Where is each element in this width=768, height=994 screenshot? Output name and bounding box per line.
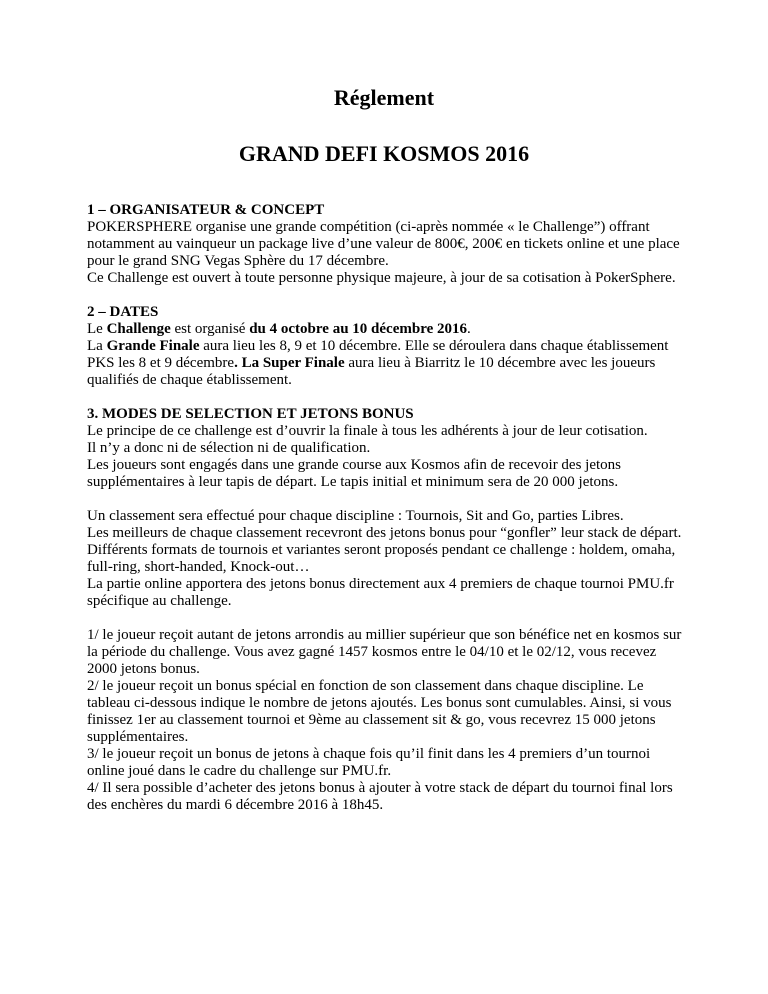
paragraph xyxy=(87,338,687,389)
bold-text: du 4 octobre au 10 décembre 2016 xyxy=(249,321,467,337)
section-heading: 1 – ORGANISATEUR & CONCEPT xyxy=(87,202,325,218)
paragraph: Les meilleurs de chaque classement recevront des jetons bonus pour “gonfler” leur stack de départ. xyxy=(87,525,682,541)
spacer xyxy=(87,491,687,508)
paragraph xyxy=(87,321,687,338)
bold-text: Challenge xyxy=(106,321,171,337)
paragraph: Il n’y a donc ni de sélection ni de qualification. xyxy=(87,440,371,456)
text: La xyxy=(87,338,107,354)
section-modes-selection xyxy=(87,406,687,814)
text: est organisé xyxy=(170,321,250,337)
paragraph: Les joueurs sont engagés dans une grande course aux Kosmos afin de recevoir des jetons supplémentaires à leur tapis de départ. Le tapis initial et minimum sera de 20 000 jetons. xyxy=(87,457,622,490)
paragraph: Le principe de ce challenge est d’ouvrir la finale à tous les adhérents à jour de leur cotisation. xyxy=(87,423,648,439)
rule-item: 3/ le joueur reçoit un bonus de jetons à chaque fois qu’il finit dans les 4 premiers d’un tournoi online joué dans le cadre du challenge sur PMU.fr. xyxy=(87,746,651,779)
paragraph: La partie online apportera des jetons bonus directement aux 4 premiers de chaque tournoi PMU.fr spécifique au challenge. xyxy=(87,576,674,609)
paragraph: POKERSPHERE organise une grande compétition (ci-après nommée « le Challenge”) offrant notamment au vainqueur un package live d’une valeur de 800€, 200€ en tickets online et une place pour le grand SNG Vegas Sphère du 17 décembre. xyxy=(87,219,680,269)
bold-text: . La Super Finale xyxy=(234,355,345,371)
bold-text: Grande Finale xyxy=(106,338,200,354)
document-subtitle: GRAND DEFI KOSMOS 2016 xyxy=(238,141,530,166)
rule-item: 4/ Il sera possible d’acheter des jetons bonus à ajouter à votre stack de départ du tournoi final lors des enchères du mardi 6 décembre 2016 à 18h45. xyxy=(87,780,673,813)
document-body xyxy=(87,202,687,831)
document-title: Réglement xyxy=(333,85,435,110)
section-organisateur xyxy=(87,202,687,287)
text: . xyxy=(466,321,471,337)
rule-item: 2/ le joueur reçoit un bonus spécial en fonction de son classement dans chaque discipline. Le tableau ci-dessous indique le nombre de jetons ajoutés. Les bonus sont cumulables. Ainsi, si vous finissez 1er au classement tournoi et 9ème au classement sit & go, vous recevrez 15 000 jetons supplémentaires. xyxy=(87,678,672,745)
paragraph: Un classement sera effectué pour chaque discipline : Tournois, Sit and Go, parties Libres. xyxy=(87,508,624,524)
section-heading: 2 – DATES xyxy=(87,304,159,320)
text: aura lieu à Biarritz le 10 décembre avec les joueurs qualifiés de chaque établissement. xyxy=(87,355,656,388)
text: aura lieu les 8, 9 et 10 décembre. Elle se déroulera dans chaque établissement PKS les 8 et 9 décembre xyxy=(87,338,669,371)
text: Le xyxy=(87,321,107,337)
section-dates xyxy=(87,304,687,389)
section-heading: 3. MODES DE SELECTION ET JETONS BONUS xyxy=(87,406,414,422)
paragraph: Ce Challenge est ouvert à toute personne physique majeure, à jour de sa cotisation à PokerSphere. xyxy=(87,270,676,286)
rule-item: 1/ le joueur reçoit autant de jetons arrondis au millier supérieur que son bénéfice net en kosmos sur la période du challenge. Vous avez gagné 1457 kosmos entre le 04/10 et le 02/12, vous recevez 2000 jetons bonus. xyxy=(87,627,682,677)
paragraph: Différents formats de tournois et variantes seront proposés pendant ce challenge : holdem, omaha, full-ring, short-handed, Knock-out… xyxy=(87,542,676,575)
spacer xyxy=(87,610,687,627)
